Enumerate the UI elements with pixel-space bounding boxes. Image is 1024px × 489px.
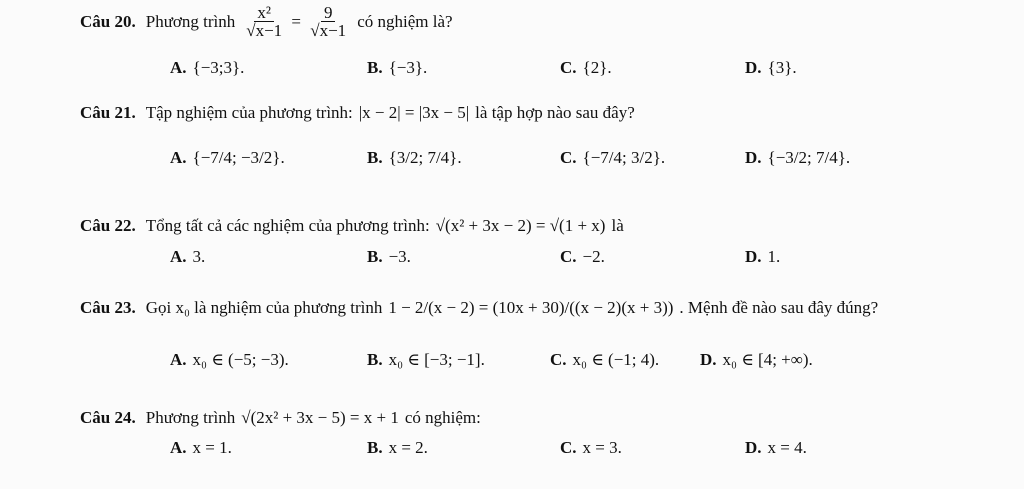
fraction-numerator: 9 <box>321 4 336 22</box>
question-number: Câu 21. <box>80 103 136 122</box>
equation: |x − 2| = |3x − 5| <box>358 103 470 122</box>
question-text: Tổng tất cả các nghiệm của phương trình: <box>145 216 430 235</box>
question-text: là tập hợp nào sau đây? <box>475 103 635 122</box>
option-b[interactable]: B. {3/2; 7/4}. <box>367 148 462 167</box>
question-text: là <box>611 216 624 235</box>
fraction-numerator: x² <box>254 4 274 22</box>
option-a[interactable]: A. {−3;3}. <box>170 58 245 77</box>
option-a[interactable]: A. 3. <box>170 247 206 266</box>
equation: $\frac{\text{x²}}{√x-1}$ = $\frac{9}{√x-1}$ <box>241 4 351 39</box>
option-b[interactable]: B. x₀ ∈ [−3; −1]. <box>367 350 485 369</box>
option-a[interactable]: A. x = 1. <box>170 438 232 457</box>
option-b[interactable]: B. −3. <box>367 247 411 266</box>
option-b[interactable]: B. x = 2. <box>367 438 428 457</box>
question-text: Gọi x₀ là nghiệm của phương trình <box>145 298 383 317</box>
question-24 <box>80 408 481 428</box>
equation: √(2x² + 3x − 5) = x + 1 <box>241 408 399 427</box>
question-text: có nghiệm là? <box>357 11 453 31</box>
option-d[interactable]: D. x₀ ∈ [4; +∞). <box>700 350 813 369</box>
question-number: Câu 22. <box>80 216 136 235</box>
option-c[interactable]: C. {−7/4; 3/2}. <box>560 148 666 167</box>
question-23 <box>80 298 878 318</box>
question-text: Tập nghiệm của phương trình: <box>145 103 353 122</box>
option-d[interactable]: D. {3}. <box>745 58 797 77</box>
option-a[interactable]: A. {−7/4; −3/2}. <box>170 148 285 167</box>
question-text: Phương trình <box>145 11 236 31</box>
question-text: có nghiệm: <box>404 408 481 427</box>
equation: √(x² + 3x − 2) = √(1 + x) <box>435 216 606 235</box>
question-22 <box>80 216 624 236</box>
option-c[interactable]: C. {2}. <box>560 58 612 77</box>
question-number: Câu 23. <box>80 298 136 317</box>
option-b[interactable]: B. {−3}. <box>367 58 428 77</box>
question-number: Câu 24. <box>80 408 136 427</box>
question-text: Phương trình <box>145 408 236 427</box>
fraction-denominator: √x−1 <box>246 21 283 40</box>
question-number: Câu 20. <box>80 11 136 31</box>
option-d[interactable]: D. 1. <box>745 247 781 266</box>
option-d[interactable]: D. x = 4. <box>745 438 807 457</box>
question-text: . Mệnh đề nào sau đây đúng? <box>679 298 879 317</box>
option-c[interactable]: C. −2. <box>560 247 605 266</box>
equation: 1 − 2/(x − 2) = (10x + 30)/((x − 2)(x + 3)) <box>388 298 674 317</box>
option-c[interactable]: C. x₀ ∈ (−1; 4). <box>550 350 660 369</box>
question-21 <box>80 103 635 123</box>
option-d[interactable]: D. {−3/2; 7/4}. <box>745 148 851 167</box>
option-c[interactable]: C. x = 3. <box>560 438 622 457</box>
question-20 <box>80 4 453 39</box>
fraction-denominator: √x−1 <box>310 21 347 40</box>
option-a[interactable]: A. x₀ ∈ (−5; −3). <box>170 350 289 369</box>
